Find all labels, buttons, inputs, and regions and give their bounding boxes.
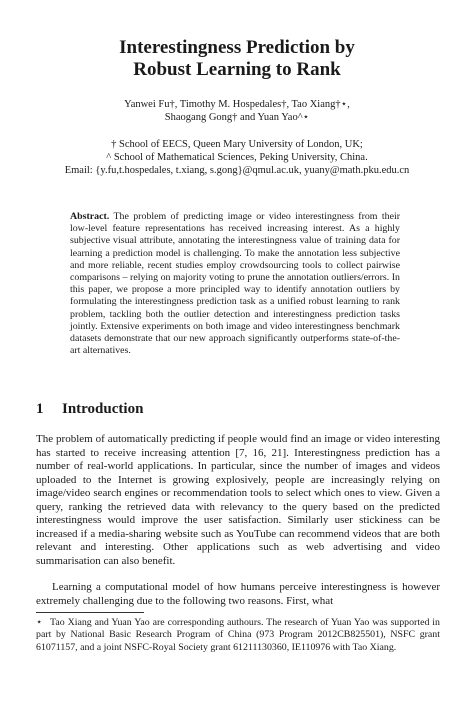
abstract-block [70, 211, 400, 357]
abstract-label: Abstract. [70, 211, 110, 222]
footnote-rule [36, 612, 144, 613]
intro-paragraph-1: The problem of automatically predicting if people would find an image or video interesting has started to receive increasing attention [7, 16, 21]. Interestingness prediction has a number of real-world applications. In particular, since the number of images and videos uploaded to the Internet is growing explosively, people are increasingly relying on image/video search engines or recommendation tools to select which ones to view. Given a query, ranking the retrieved data with relevancy to the query based on the predicted interestingness would improve the user satisfaction. Similarly user stickiness can be increased if a media-sharing website such as YouTube can recommend videos that are both relevant and interesting. Other applications such as web advertising and video summarisation can also benefit. [36, 433, 440, 567]
paper-title-line-2: Robust Learning to Rank [133, 59, 341, 80]
abstract-text: The problem of predicting image or video interestingness from their low-level feature representations has received increasing interest. As a highly subjective visual attribute, annotating the interestingness value of training data for learning a prediction model is challenging. To make the annotation less subjective and more reliable, recent studies employ crowdsourcing tools to collect pairwise comparisons – relying on majority voting to prune the annotation outliers/errors. In this paper, we propose a more principled way to identify annotation outliers by formulating the interestingness prediction task as a unified robust learning to rank problem, tackling both the outlier detection and interestingness prediction tasks jointly. Extensive experiments on both image and video interestingness benchmark datasets demonstrate that our new approach significantly outperforms state-of-the-art alternatives. [70, 211, 400, 357]
section-title: Introduction [62, 401, 144, 417]
footnote [36, 617, 440, 654]
intro-paragraph-2: Learning a computational model of how humans perceive interestingness is however extremely challenging due to the following two reasons. First, what [36, 581, 440, 607]
paper-title-line-1: Interestingness Prediction by [119, 37, 355, 58]
author-line-1: Yanwei Fu†, Timothy M. Hospedales†, Tao Xiang†⋆, [124, 99, 350, 110]
email-line: Email: {y.fu,t.hospedales, t.xiang, s.gong}@qmul.ac.uk, yuany@math.pku.edu.cn [64, 165, 410, 176]
section-heading [36, 400, 143, 418]
section-number: 1 [36, 401, 44, 417]
footnote-text: Tao Xiang and Yuan Yao are corresponding authours. The research of Yuan Yao was supported in part by National Basic Research Program of China (973 Program 2012CB825501), NSFC grant 61071157, and a joint NSFC-Royal Society grant 61211130360, IE110976 with Tao Xiang. [36, 617, 440, 653]
author-line-2: Shaogang Gong† and Yuan Yao^⋆ [164, 112, 310, 123]
affiliation-line-2: ^ School of Mathematical Sciences, Peking University, China. [106, 152, 368, 163]
affiliation-line-1: † School of EECS, Queen Mary University of London, UK; [111, 139, 363, 150]
footnote-marker: ⋆ [36, 617, 43, 628]
